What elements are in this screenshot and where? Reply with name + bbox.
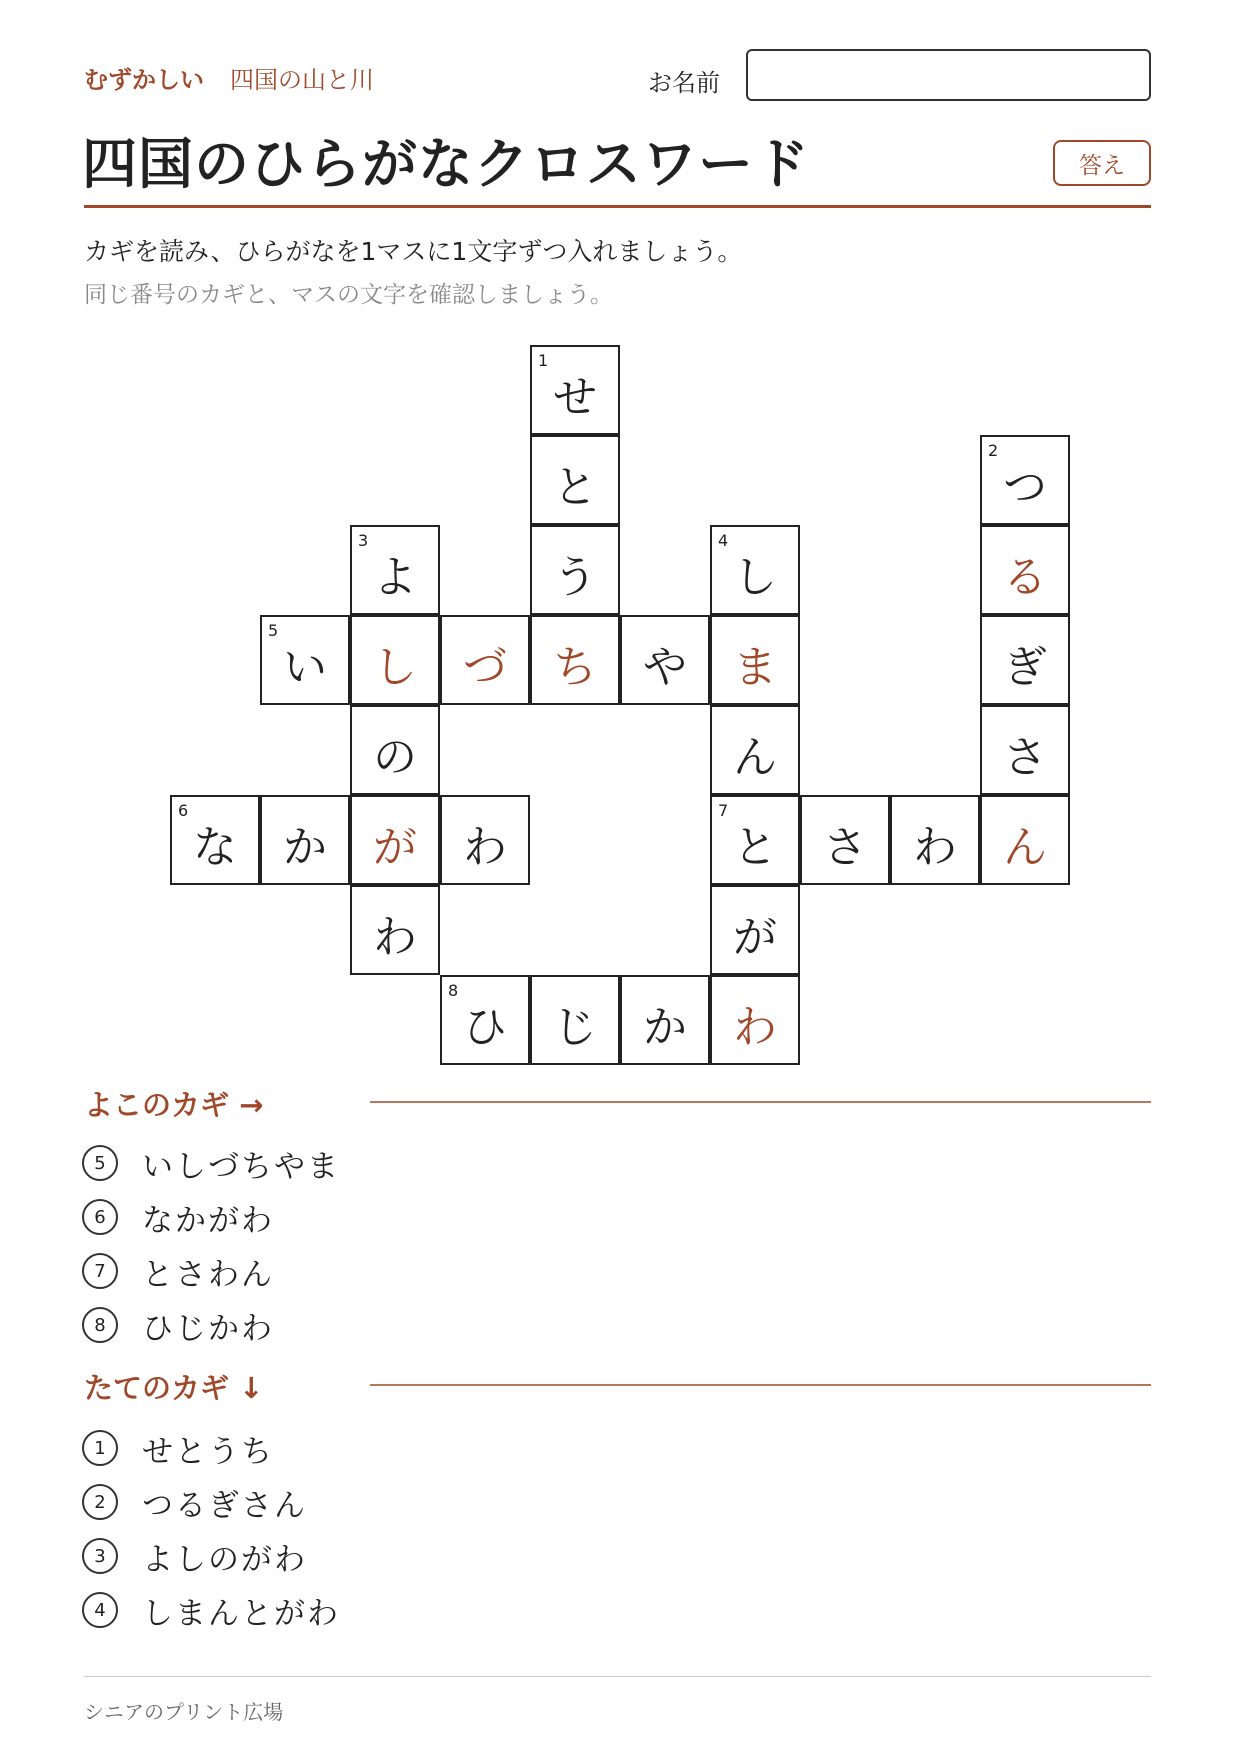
name-field[interactable]: [746, 49, 1151, 101]
clue-item: [82, 1587, 340, 1633]
clue-item: [82, 1140, 340, 1186]
grid-cell[interactable]: [440, 795, 530, 885]
cell-letter-highlighted: ん: [1003, 822, 1047, 873]
cell-letter: ひ: [463, 1002, 507, 1053]
instruction-main: カギを読み、ひらがなを1マスに1文字ずつ入れましょう。: [84, 237, 743, 266]
clue-answer: つるぎさん: [142, 1487, 307, 1524]
cell-letter: つ: [1003, 462, 1047, 513]
cell-letter-highlighted: が: [373, 822, 417, 873]
cell-letter-highlighted: ち: [553, 642, 597, 693]
cell-letter: か: [643, 1002, 687, 1053]
clue-number-badge: 5: [82, 1145, 118, 1181]
cell-number: 3: [358, 531, 369, 550]
grid-cell[interactable]: [350, 795, 440, 885]
footer-text: シニアのプリント広場: [84, 1700, 284, 1724]
clue-item: [82, 1248, 274, 1294]
footer-divider: [84, 1676, 1151, 1677]
clue-answer: しまんとがわ: [142, 1595, 340, 1632]
grid-cell[interactable]: [350, 885, 440, 975]
clue-number-badge: 2: [82, 1484, 118, 1520]
cell-letter-highlighted: わ: [733, 1002, 777, 1053]
clue-number-badge: 7: [82, 1253, 118, 1289]
clue-answer: せとうち: [142, 1433, 274, 1470]
cell-number: 2: [988, 441, 999, 460]
grid-cell[interactable]: [710, 705, 800, 795]
cell-letter: の: [373, 732, 417, 783]
cell-letter-highlighted: る: [1003, 552, 1047, 603]
cell-letter: よ: [373, 552, 417, 603]
topic-label: 四国の山と川: [230, 66, 374, 94]
cell-letter: さ: [823, 822, 867, 873]
answer-button[interactable]: 答え: [1053, 140, 1151, 186]
cell-letter: や: [643, 642, 687, 693]
grid-cell[interactable]: [170, 795, 260, 885]
grid-cell[interactable]: [890, 795, 980, 885]
clue-item: [82, 1302, 274, 1348]
clue-item: [82, 1425, 274, 1471]
clue-answer: いしづちやま: [142, 1148, 340, 1185]
difficulty-label: むずかしい: [84, 66, 204, 94]
name-label: お名前: [648, 69, 720, 97]
grid-cell[interactable]: [710, 795, 800, 885]
cell-letter: と: [733, 822, 777, 873]
grid-cell[interactable]: [530, 615, 620, 705]
grid-cell[interactable]: [530, 975, 620, 1065]
clue-item: [82, 1194, 274, 1240]
cell-letter-highlighted: ま: [733, 642, 777, 693]
grid-cell[interactable]: [980, 435, 1070, 525]
cell-letter-highlighted: し: [373, 642, 417, 693]
cell-number: 8: [448, 981, 459, 1000]
clue-number-badge: 3: [82, 1538, 118, 1574]
grid-cell[interactable]: [350, 525, 440, 615]
cell-letter: う: [553, 552, 597, 603]
cell-letter: じ: [553, 1002, 597, 1053]
cell-letter: が: [733, 912, 777, 963]
grid-cell[interactable]: [980, 615, 1070, 705]
cell-letter: い: [283, 642, 327, 693]
grid-cell[interactable]: [620, 615, 710, 705]
page-title: 四国のひらがなクロスワード: [82, 132, 811, 196]
grid-cell[interactable]: [800, 795, 890, 885]
cell-letter: と: [553, 462, 597, 513]
cell-letter: さ: [1003, 732, 1047, 783]
grid-cell[interactable]: [440, 615, 530, 705]
instruction-sub: 同じ番号のカギと、マスの文字を確認しましょう。: [84, 282, 613, 308]
clue-answer: とさわん: [142, 1256, 274, 1293]
across-divider: [370, 1101, 1151, 1103]
cell-number: 4: [718, 531, 729, 550]
grid-cell[interactable]: [260, 795, 350, 885]
cell-number: 1: [538, 351, 549, 370]
cell-letter: か: [283, 822, 327, 873]
across-clues-title: よこのカギ →: [84, 1088, 264, 1122]
grid-cell[interactable]: [710, 975, 800, 1065]
grid-cell[interactable]: [440, 975, 530, 1065]
clue-item: [82, 1533, 307, 1579]
grid-cell[interactable]: [530, 435, 620, 525]
down-clues-title: たてのカギ ↓: [84, 1371, 264, 1405]
grid-cell[interactable]: [350, 705, 440, 795]
grid-cell[interactable]: [980, 705, 1070, 795]
crossword-grid: [170, 345, 1070, 1065]
cell-letter: な: [193, 822, 237, 873]
grid-cell[interactable]: [350, 615, 440, 705]
grid-cell[interactable]: [980, 795, 1070, 885]
grid-cell[interactable]: [980, 525, 1070, 615]
down-divider: [370, 1384, 1151, 1386]
clue-number-badge: 4: [82, 1592, 118, 1628]
cell-number: 5: [268, 621, 279, 640]
cell-letter-highlighted: づ: [463, 642, 507, 693]
cell-letter: わ: [463, 822, 507, 873]
grid-cell[interactable]: [710, 525, 800, 615]
clue-answer: よしのがわ: [142, 1541, 307, 1578]
clue-item: [82, 1479, 307, 1525]
grid-cell[interactable]: [620, 975, 710, 1065]
clue-answer: なかがわ: [142, 1202, 274, 1239]
cell-letter: し: [733, 552, 777, 603]
clue-number-badge: 6: [82, 1199, 118, 1235]
cell-letter: ん: [733, 732, 777, 783]
cell-number: 6: [178, 801, 189, 820]
clue-number-badge: 8: [82, 1307, 118, 1343]
cell-number: 7: [718, 801, 729, 820]
cell-letter: せ: [553, 372, 597, 423]
cell-letter: ぎ: [1003, 642, 1047, 693]
cell-letter: わ: [913, 822, 957, 873]
cell-letter: わ: [373, 912, 417, 963]
grid-cell[interactable]: [710, 615, 800, 705]
clue-number-badge: 1: [82, 1430, 118, 1466]
clue-answer: ひじかわ: [142, 1310, 274, 1347]
grid-cell[interactable]: [710, 885, 800, 975]
grid-cell[interactable]: [530, 525, 620, 615]
grid-cell[interactable]: [260, 615, 350, 705]
grid-cell[interactable]: [530, 345, 620, 435]
title-divider: [84, 205, 1151, 208]
